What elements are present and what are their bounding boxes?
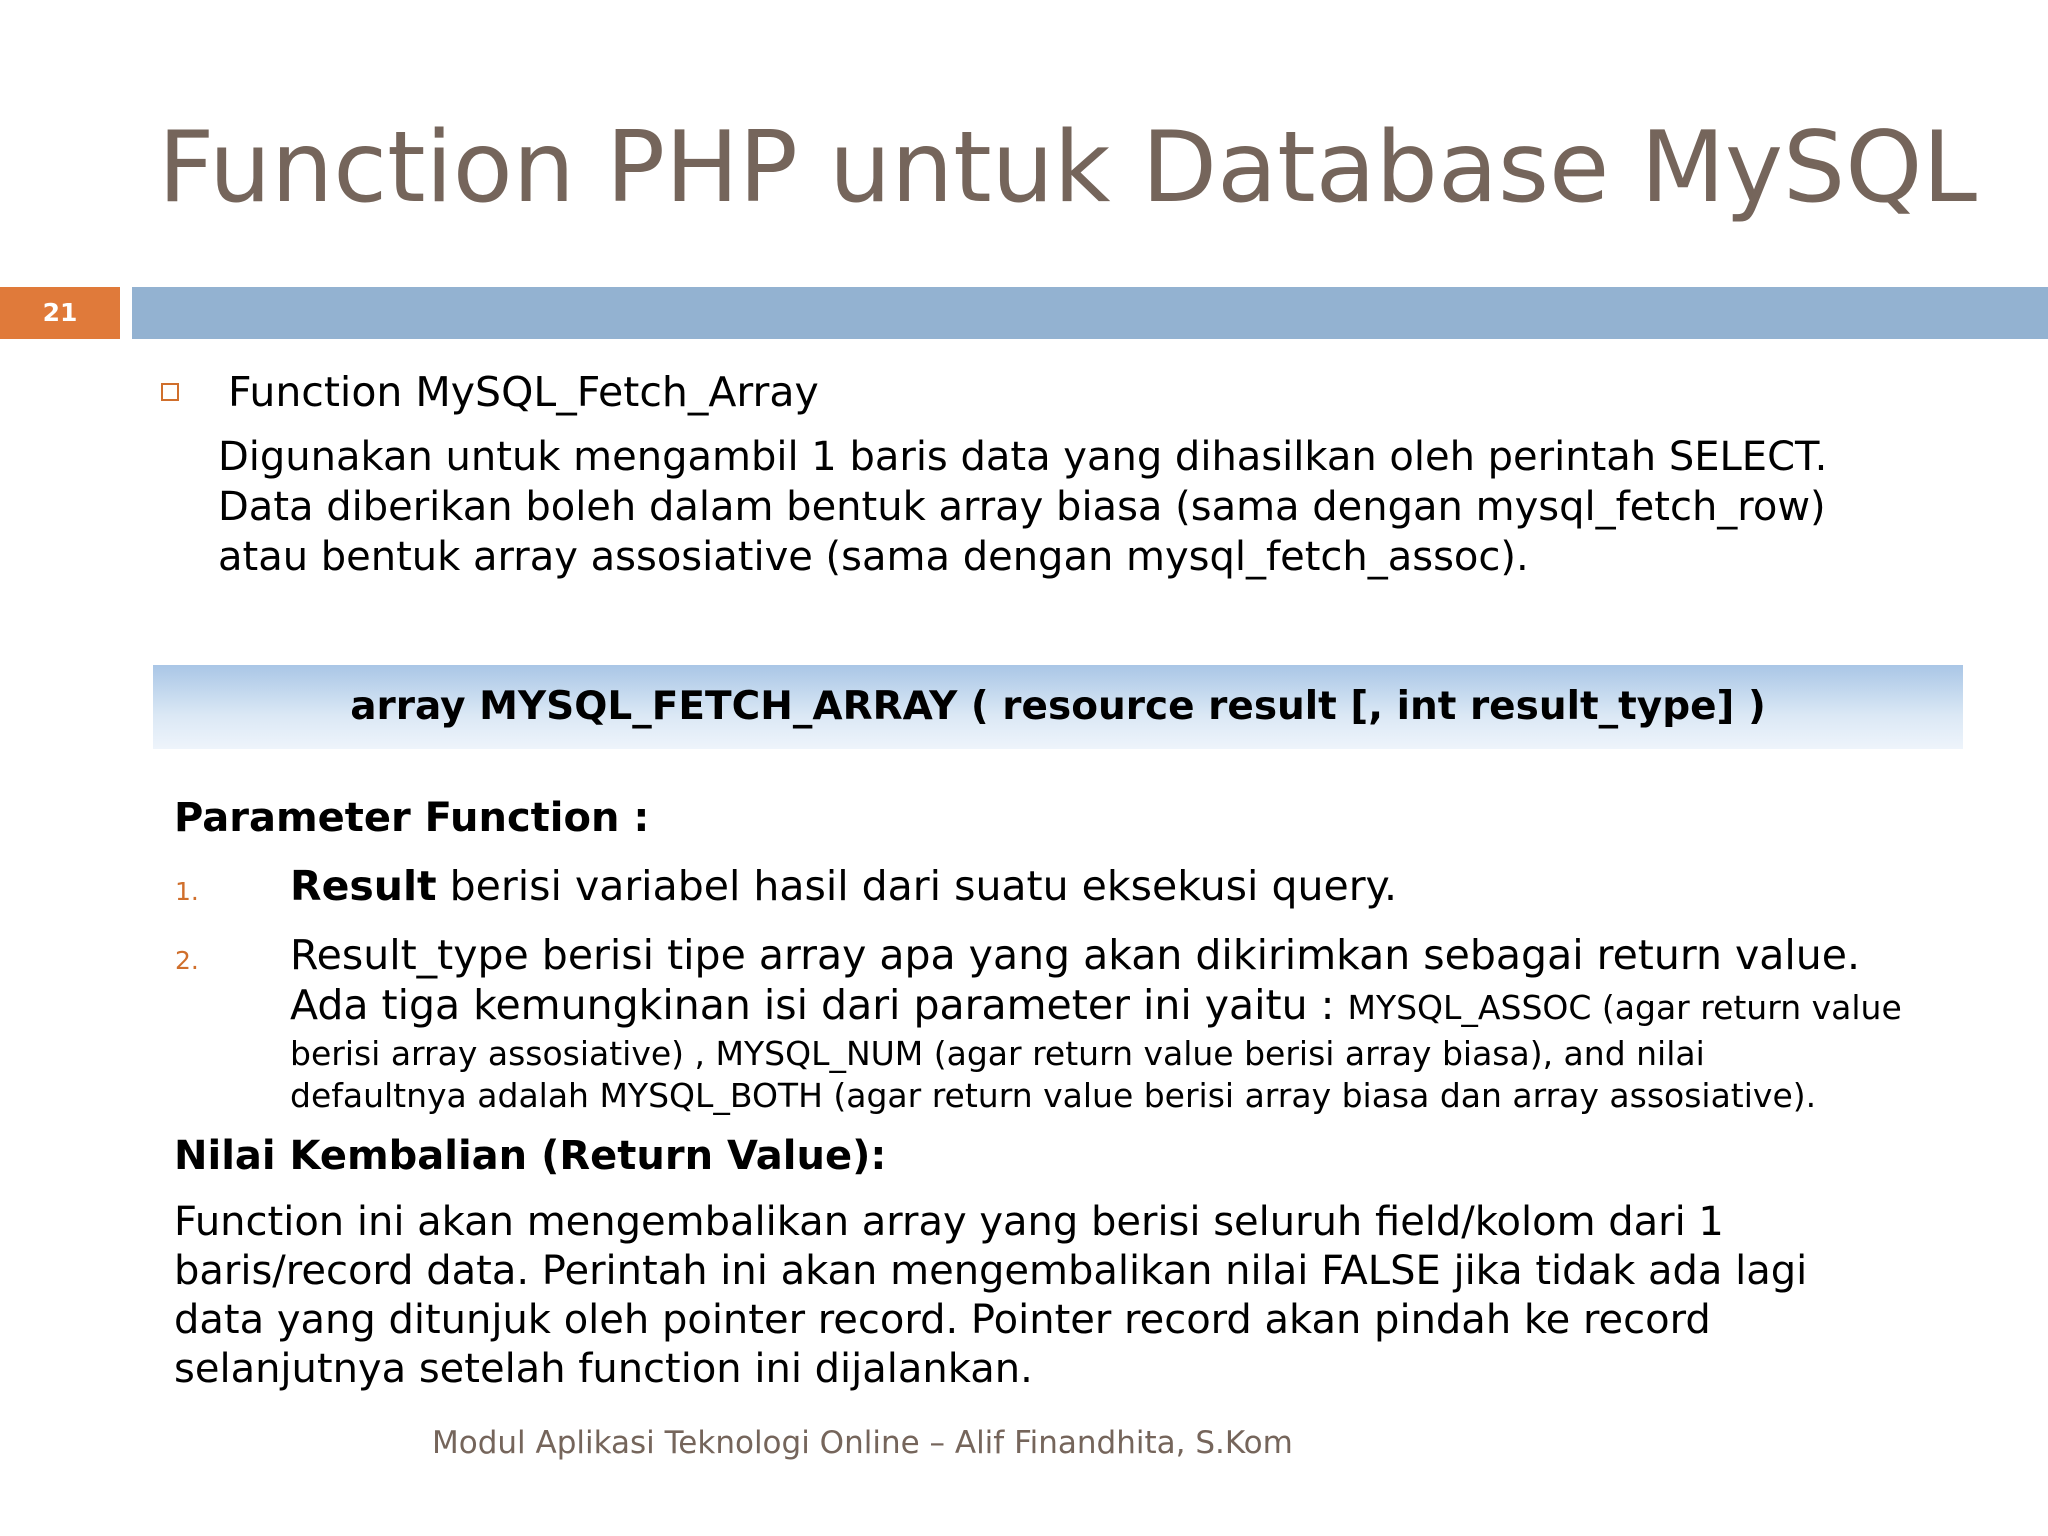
parameter-title: Parameter Function : <box>174 795 650 841</box>
square-bullet-icon <box>161 383 179 401</box>
description-line: Digunakan untuk mengambil 1 baris data yang dihasilkan oleh perintah SELECT. <box>218 434 1828 480</box>
return-value-description <box>174 1198 1974 1394</box>
return-value-title: Nilai Kembalian (Return Value): <box>174 1133 887 1179</box>
param-desc-small: MYSQL_ASSOC (agar return value <box>1347 988 1902 1027</box>
param-desc-line: berisi array assosiative) , MYSQL_NUM (agar return value berisi array biasa), and nilai <box>290 1034 1705 1073</box>
section-description <box>218 432 2018 582</box>
list-item <box>290 930 2030 1117</box>
return-line: Function ini akan mengembalikan array yang berisi seluruh field/kolom dari 1 <box>174 1199 1724 1245</box>
param-desc-large: Ada tiga kemungkinan isi dari parameter ini yaitu : <box>290 981 1348 1029</box>
footer: Modul Aplikasi Teknologi Online – Alif Finandhita, S.Kom <box>432 1425 1293 1461</box>
description-line: atau bentuk array assosiative (sama dengan mysql_fetch_assoc). <box>218 534 1529 580</box>
param-name: Result <box>290 862 437 910</box>
param-desc-line: Result_type berisi tipe array apa yang akan dikirimkan sebagai return value. <box>290 931 1861 979</box>
list-number: 1. <box>175 877 199 906</box>
list-item <box>290 858 1397 914</box>
return-line: baris/record data. Perintah ini akan mengembalikan nilai FALSE jika tidak ada lagi <box>174 1248 1808 1294</box>
param-desc: berisi variabel hasil dari suatu eksekusi query. <box>436 862 1398 910</box>
slide-number: 21 <box>0 287 120 339</box>
section-heading: Function MySQL_Fetch_Array <box>228 368 819 416</box>
header-bar <box>132 287 2048 339</box>
return-line: data yang ditunjuk oleh pointer record. Pointer record akan pindah ke record <box>174 1297 1711 1343</box>
description-line: Data diberikan boleh dalam bentuk array biasa (sama dengan mysql_fetch_row) <box>218 484 1826 530</box>
list-number: 2. <box>175 946 199 975</box>
param-desc-line <box>290 980 2030 1033</box>
return-line: selanjutnya setelah function ini dijalankan. <box>174 1346 1033 1392</box>
syntax-box: array MYSQL_FETCH_ARRAY ( resource result [, int result_type] ) <box>153 665 1963 749</box>
param-desc-line: defaultnya adalah MYSQL_BOTH (agar return value berisi array biasa dan array assosiative). <box>290 1076 1817 1115</box>
slide-title: Function PHP untuk Database MySQL <box>158 111 1977 225</box>
